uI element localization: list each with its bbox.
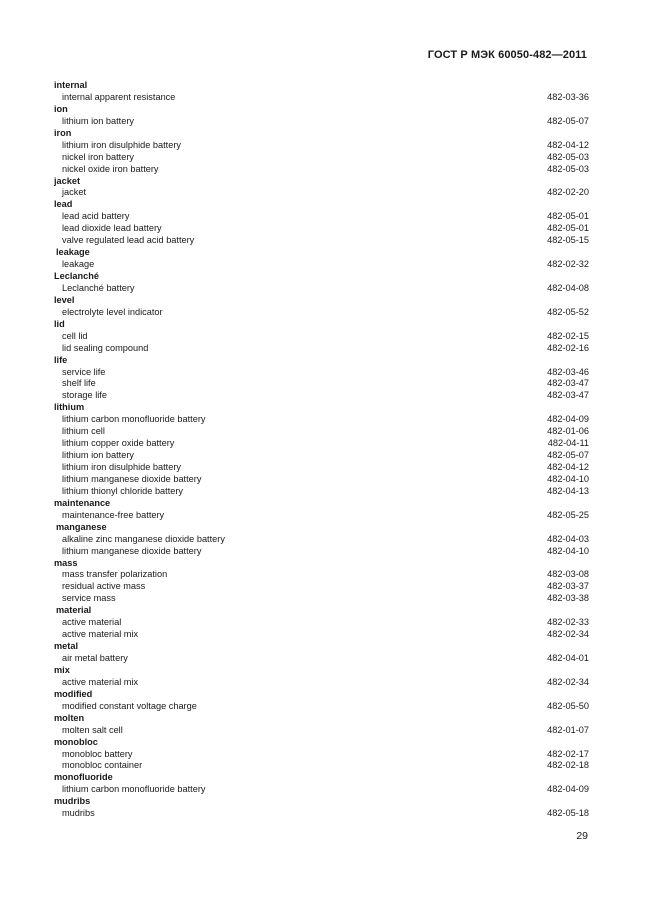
entry-term: service mass [62, 593, 116, 604]
entry-term: residual active mass [62, 581, 146, 592]
index-entry [54, 367, 589, 379]
entry-term: lithium cell [62, 426, 105, 437]
index-entry [54, 116, 589, 128]
entry-code: 482-05-50 [547, 700, 589, 711]
entry-term: lead dioxide lead battery [62, 223, 162, 234]
index-entry [54, 140, 589, 152]
entry-code: 482-04-08 [547, 282, 589, 293]
index-heading: leakage [56, 247, 90, 258]
entry-term: active material [62, 617, 122, 628]
entry-term: lithium iron disulphide battery [62, 462, 181, 472]
index-heading: ion [54, 103, 68, 114]
index-heading: iron [54, 127, 72, 138]
index-entry [54, 510, 589, 522]
entry-code: 482-05-15 [547, 235, 589, 246]
index-entry [54, 235, 589, 247]
index-entry [54, 283, 589, 295]
entry-code: 482-05-07 [547, 115, 589, 126]
entry-term: molten salt cell [62, 724, 123, 735]
entry-term: lithium manganese dioxide battery [62, 473, 202, 484]
index-entry [54, 438, 589, 450]
entry-code: 482-04-12 [547, 139, 589, 150]
index-entry [54, 546, 589, 558]
entry-term: leakage [62, 259, 95, 270]
index-entry [54, 677, 589, 689]
entry-term: nickel oxide iron battery [62, 163, 159, 174]
entry-term: valve regulated lead acid battery [62, 235, 195, 246]
entry-term: monobloc container [62, 760, 143, 771]
index-heading: Leclanché [54, 271, 99, 281]
entry-term: electrolyte level indicator [62, 306, 163, 317]
entry-term: jacket [62, 187, 87, 198]
entry-code: 482-02-20 [547, 187, 589, 198]
entry-code: 482-03-08 [547, 569, 589, 580]
entry-term: active material mix [62, 676, 139, 687]
index-entry [54, 331, 589, 343]
entry-code: 482-05-52 [547, 306, 589, 317]
entry-term: lithium carbon monofluoride battery [62, 784, 206, 795]
index-heading: lid [54, 318, 65, 329]
index-heading: level [54, 294, 75, 305]
entry-code: 482-05-03 [547, 163, 589, 174]
index-heading: modified [54, 688, 93, 699]
index-heading: manganese [56, 521, 107, 532]
entry-code: 482-04-09 [547, 414, 589, 425]
index-entry [54, 152, 589, 164]
entry-term: lithium copper oxide battery [62, 438, 175, 449]
entry-term: cell lid [62, 330, 88, 341]
entry-term: nickel iron battery [62, 151, 135, 162]
index-heading: mass [54, 557, 78, 568]
index-entry [54, 569, 589, 581]
entry-term: storage life [62, 390, 107, 401]
index-heading: lithium [54, 402, 85, 413]
entry-code: 482-02-18 [547, 760, 589, 771]
index-entry [54, 414, 589, 426]
entry-term: mudribs [62, 808, 95, 819]
index-heading: metal [54, 641, 79, 652]
entry-term: air metal battery [62, 653, 128, 663]
entry-term: shelf life [62, 378, 96, 389]
entry-code: 482-03-47 [547, 390, 589, 401]
entry-term: lithium ion battery [62, 115, 135, 126]
entry-code: 482-05-03 [547, 151, 589, 162]
entry-code: 482-04-09 [547, 784, 589, 795]
index-heading: molten [54, 712, 85, 723]
entry-code: 482-04-13 [547, 485, 589, 496]
page-header: ГОСТ Р МЭК 60050-482—2011 [427, 49, 587, 61]
index-entry [54, 378, 589, 390]
index-entry [54, 534, 589, 546]
entry-term: maintenance-free battery [62, 509, 165, 520]
index-entry [54, 653, 589, 665]
entry-code: 482-03-38 [547, 593, 589, 604]
index-entry [54, 629, 589, 641]
index-heading: mix [54, 664, 70, 675]
entry-term: lithium manganese dioxide battery [62, 545, 202, 556]
index-heading: maintenance [54, 497, 111, 508]
entry-code: 482-04-11 [547, 438, 589, 449]
entry-term: monobloc battery [62, 748, 133, 759]
index-entry [54, 187, 589, 199]
entry-code: 482-05-18 [547, 808, 589, 819]
index-entry [54, 462, 589, 474]
index-entry [54, 784, 589, 796]
index-heading: lead [54, 199, 73, 210]
index-heading: monofluoride [54, 772, 113, 783]
index-entry [54, 307, 589, 319]
index-entry [54, 259, 589, 271]
entry-term: internal apparent resistance [62, 91, 176, 102]
index-entry [54, 617, 589, 629]
index-entry [54, 749, 589, 761]
entry-term: active material mix [62, 629, 139, 640]
index-entry [54, 426, 589, 438]
entry-code: 482-04-12 [547, 462, 589, 472]
entry-term: lithium carbon monofluoride battery [62, 414, 206, 425]
entry-code: 482-04-10 [547, 473, 589, 484]
entry-term: Leclanché battery [62, 282, 135, 293]
entry-code: 482-05-07 [547, 450, 589, 461]
index-entry [54, 164, 589, 176]
index-entry [54, 390, 589, 402]
index-heading: internal [54, 80, 88, 90]
index-entry [54, 701, 589, 713]
entry-code: 482-02-33 [547, 617, 589, 628]
index-entry [54, 760, 589, 772]
term-index [54, 80, 589, 820]
index-entry [54, 211, 589, 223]
entry-term: lithium iron disulphide battery [62, 139, 181, 150]
index-heading: monobloc [54, 736, 98, 747]
entry-code: 482-02-32 [547, 259, 589, 270]
index-heading: material [56, 605, 92, 616]
entry-code: 482-02-15 [547, 330, 589, 341]
index-entry [54, 343, 589, 355]
entry-term: lithium thionyl chloride battery [62, 485, 184, 496]
entry-code: 482-01-07 [547, 724, 589, 735]
entry-code: 482-03-36 [547, 91, 589, 102]
entry-code: 482-02-34 [547, 629, 589, 640]
page-number: 29 [576, 830, 588, 842]
index-entry [54, 474, 589, 486]
entry-code: 482-03-46 [547, 366, 589, 377]
entry-code: 482-03-37 [547, 581, 589, 592]
entry-term: lid sealing compound [62, 342, 149, 353]
entry-code: 482-02-16 [547, 342, 589, 353]
index-entry [54, 581, 589, 593]
entry-term: mass transfer polarization [62, 569, 168, 580]
entry-code: 482-04-03 [547, 533, 589, 544]
index-entry [54, 725, 589, 737]
entry-code: 482-04-01 [547, 653, 589, 663]
entry-code: 482-03-47 [547, 378, 589, 389]
entry-code: 482-02-34 [547, 676, 589, 687]
entry-term: modified constant voltage charge [62, 700, 197, 711]
index-entry [54, 92, 589, 104]
entry-term: lithium ion battery [62, 450, 135, 461]
index-heading: jacket [54, 175, 81, 186]
index-entry [54, 593, 589, 605]
entry-term: alkaline zinc manganese dioxide battery [62, 533, 225, 544]
entry-code: 482-05-01 [547, 211, 589, 222]
index-entry [54, 486, 589, 498]
entry-code: 482-01-06 [547, 426, 589, 437]
index-heading: life [54, 354, 68, 365]
entry-term: lead acid battery [62, 211, 130, 222]
index-entry [54, 808, 589, 820]
entry-code: 482-05-25 [547, 509, 589, 520]
index-entry [54, 223, 589, 235]
entry-code: 482-04-10 [547, 545, 589, 556]
index-heading: mudribs [54, 796, 91, 807]
entry-term: service life [62, 366, 106, 377]
index-entry [54, 450, 589, 462]
entry-code: 482-05-01 [547, 223, 589, 234]
entry-code: 482-02-17 [547, 748, 589, 759]
